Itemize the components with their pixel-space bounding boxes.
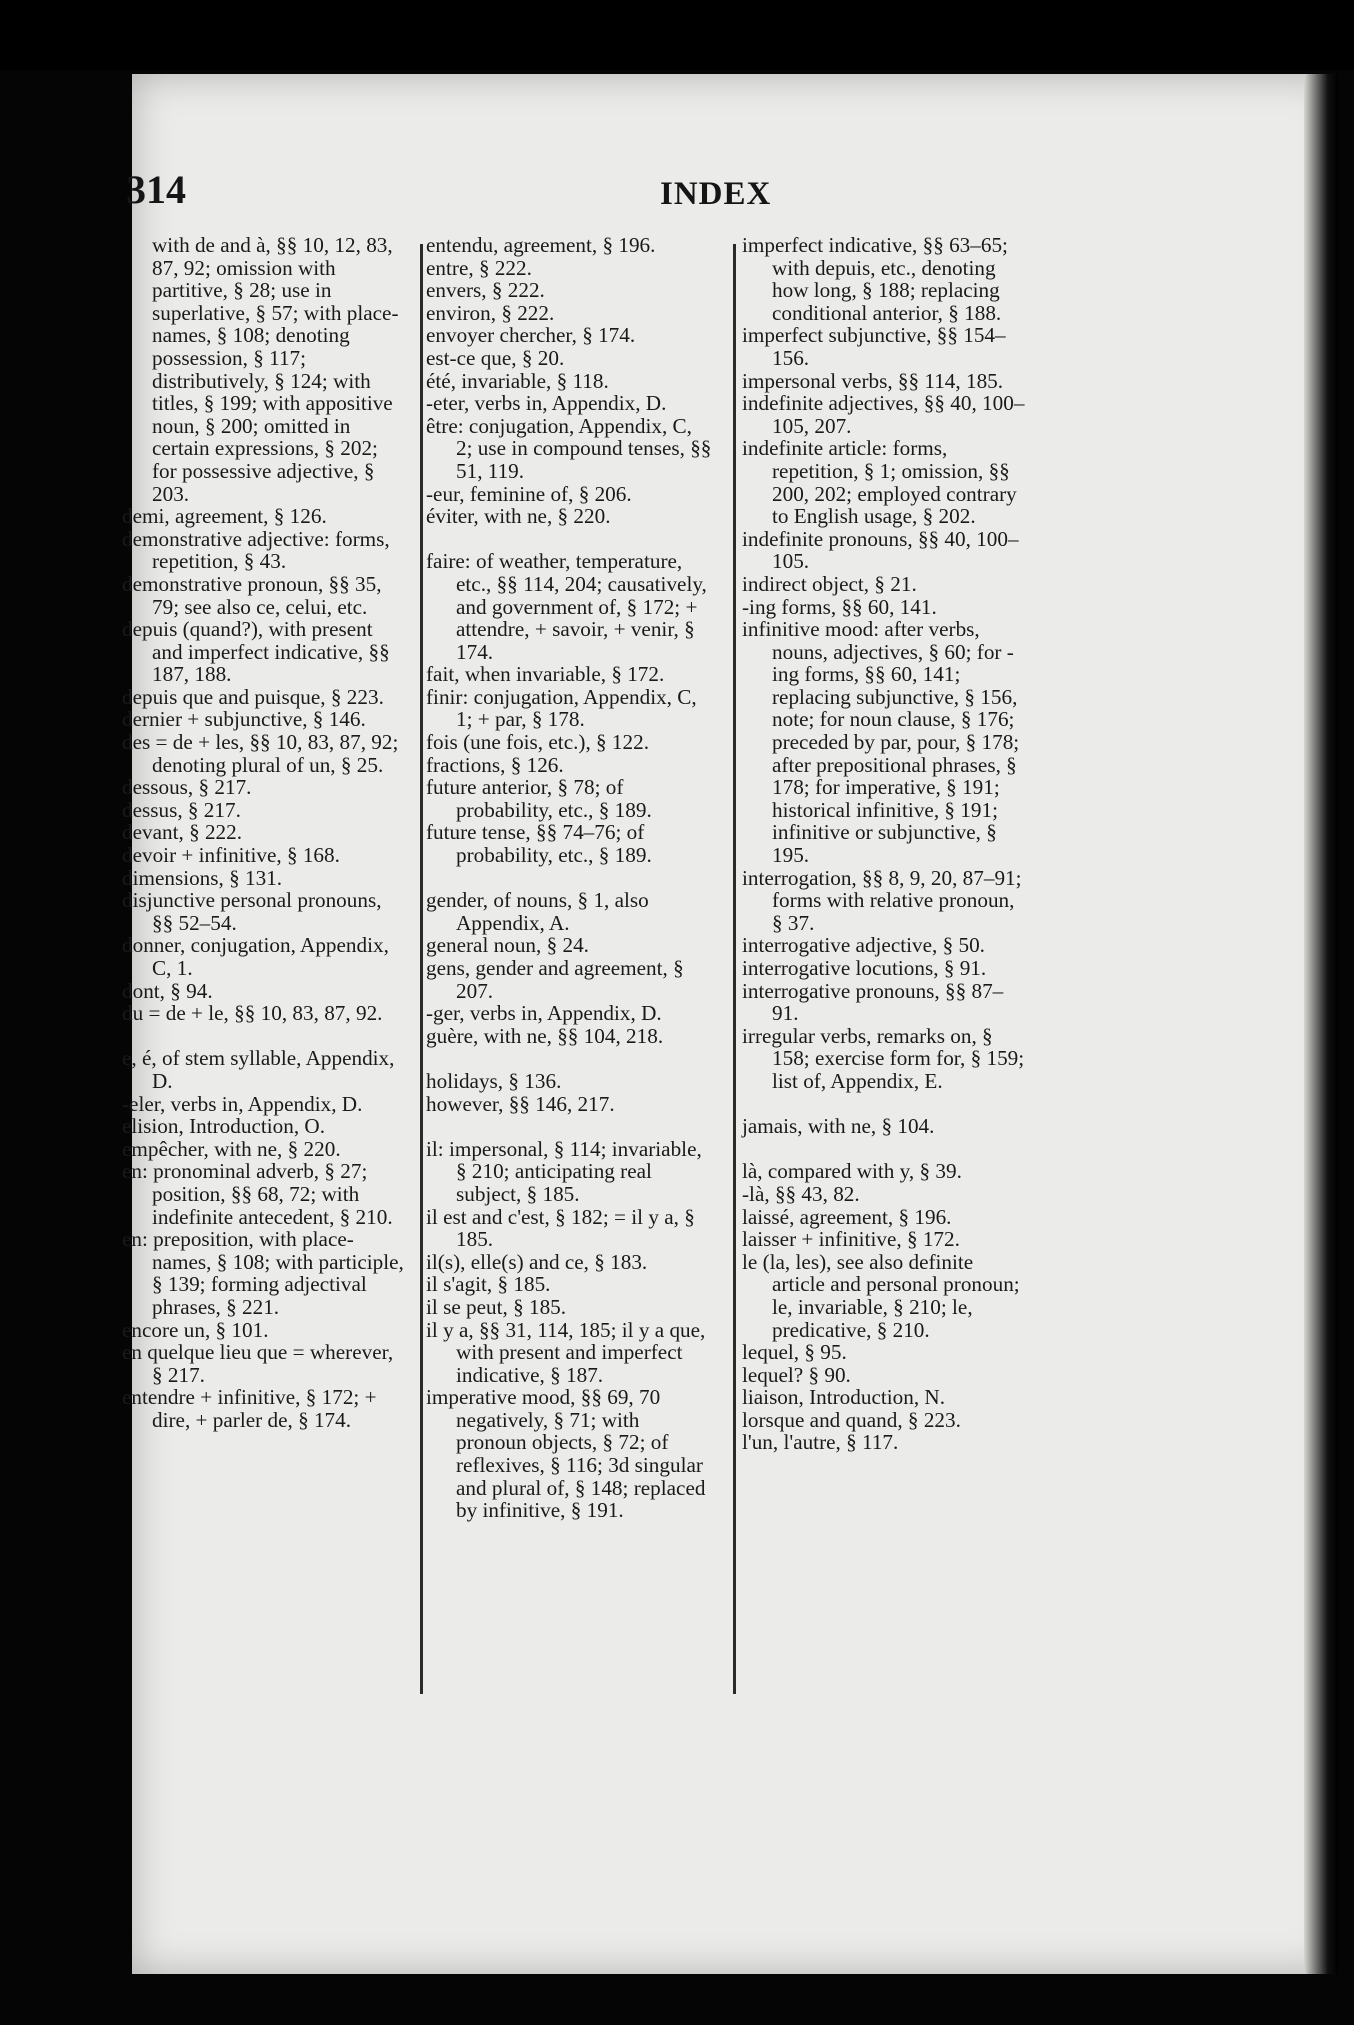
- index-entry: entre, § 222.: [426, 255, 532, 280]
- index-entry: however, §§ 146, 217.: [426, 1091, 615, 1116]
- index-entry: -ing forms, §§ 60, 141.: [742, 594, 937, 619]
- index-entry: e, é, of stem syllable, Appendix, D.: [122, 1046, 395, 1093]
- index-entry: -eler, verbs in, Appendix, D.: [122, 1091, 363, 1116]
- index-entry: en: preposition, with place-names, § 108; with participle, § 139; forming adjectival phrases, § 221.: [122, 1227, 404, 1319]
- index-entry: gender, of nouns, § 1, also Appendix, A.: [426, 888, 649, 935]
- column-rule: [420, 244, 423, 1694]
- index-entry: imperfect indicative, §§ 63–65; with depuis, etc., denoting how long, § 188; replacing conditional anterior, § 188.: [742, 233, 1008, 325]
- letter-gap: [742, 1093, 1028, 1116]
- index-entry: il s'agit, § 185.: [426, 1272, 551, 1297]
- index-entry: il: impersonal, § 114; invariable, § 210; anticipating real subject, § 185.: [426, 1136, 702, 1206]
- index-entry: -eur, feminine of, § 206.: [426, 481, 632, 506]
- index-entry: demonstrative pronoun, §§ 35, 79; see also ce, celui, etc.: [122, 571, 382, 619]
- letter-gap: [426, 528, 712, 551]
- index-entry: infinitive mood: after verbs, nouns, adjectives, § 60; for -ing forms, §§ 60, 141; replacing subjunctive, § 156, note; for noun clause, § 176; preceded by par, pour, § 178; after prepositional phrases, § 178; for imperative, § 191; historical infinitive, § 191; infinitive or subjunctive, § 195.: [742, 617, 1020, 868]
- index-entry: gens, gender and agreement, § 207.: [426, 956, 684, 1003]
- running-head: INDEX: [660, 176, 772, 212]
- index-entry: lequel, § 95.: [742, 1340, 847, 1365]
- index-entry: est-ce que, § 20.: [426, 345, 565, 370]
- index-entry: indefinite article: forms, repetition, § 1; omission, §§ 200, 202; employed contrary to English usage, § 202.: [742, 436, 1017, 529]
- index-entry: indefinite pronouns, §§ 40, 100–105.: [742, 526, 1019, 574]
- index-entry: fait, when invariable, § 172.: [426, 662, 665, 687]
- index-entry: -ger, verbs in, Appendix, D.: [426, 1001, 662, 1026]
- index-entry: liaison, Introduction, N.: [742, 1385, 946, 1410]
- index-entry: environ, § 222.: [426, 300, 555, 325]
- index-entry: empêcher, with ne, § 220.: [122, 1136, 341, 1161]
- index-entry: dessus, § 217.: [122, 797, 241, 822]
- index-entry: il est and c'est, § 182; = il y a, § 185.: [426, 1204, 695, 1252]
- index-entry: devoir + infinitive, § 168.: [122, 843, 340, 868]
- index-entry: lorsque and quand, § 223.: [742, 1407, 961, 1432]
- index-entry: future anterior, § 78; of probability, etc., § 189.: [426, 775, 652, 822]
- index-entry: irregular verbs, remarks on, § 158; exercise form for, § 159; list of, Appendix, E.: [742, 1023, 1025, 1093]
- index-entry: il se peut, § 185.: [426, 1294, 567, 1319]
- index-column-1: [122, 234, 406, 1431]
- letter-gap: [426, 1047, 712, 1070]
- index-entry: en quelque lieu que = wherever, § 217.: [122, 1340, 394, 1387]
- index-entry: disjunctive personal pronouns, §§ 52–54.: [122, 888, 382, 935]
- index-entry: lequel? § 90.: [742, 1362, 851, 1387]
- index-entry: dernier + subjunctive, § 146.: [122, 707, 366, 732]
- index-entry: depuis (quand?), with present and imperfect indicative, §§ 187, 188.: [122, 617, 390, 687]
- index-entry: demonstrative adjective: forms, repetition, § 43.: [122, 526, 390, 574]
- index-entry: finir: conjugation, Appendix, C, 1; + par, § 178.: [426, 684, 697, 732]
- index-entry: elision, Introduction, O.: [122, 1114, 326, 1139]
- index-entry: dont, § 94.: [122, 978, 213, 1003]
- page-edge: [1304, 74, 1338, 1974]
- index-entry: fractions, § 126.: [426, 752, 564, 777]
- index-entry: imperative mood, §§ 69, 70 negatively, § 71; with pronoun objects, § 72; of reflexives, § 116; 3d singular and plural of, § 148; replaced by infinitive, § 191.: [426, 1385, 706, 1523]
- index-entry: holidays, § 136.: [426, 1068, 562, 1093]
- index-entry: impersonal verbs, §§ 114, 185.: [742, 368, 1004, 393]
- index-column-3: [742, 234, 1028, 1454]
- index-entry: laisser + infinitive, § 172.: [742, 1227, 960, 1252]
- index-entry: envoyer chercher, § 174.: [426, 323, 636, 348]
- index-entry: donner, conjugation, Appendix, C, 1.: [122, 933, 389, 980]
- index-entry: interrogative pronouns, §§ 87–91.: [742, 978, 1004, 1026]
- index-entry: dessous, § 217.: [122, 775, 252, 800]
- index-entry: des = de + les, §§ 10, 83, 87, 92; denoting plural of un, § 25.: [122, 730, 399, 777]
- index-entry: laissé, agreement, § 196.: [742, 1204, 952, 1229]
- index-entry: entendre + infinitive, § 172; + dire, + parler de, § 174.: [122, 1385, 377, 1432]
- index-entry: interrogation, §§ 8, 9, 20, 87–91; forms with relative pronoun, § 37.: [742, 865, 1022, 935]
- index-entry: demi, agreement, § 126.: [122, 504, 327, 529]
- index-entry: future tense, §§ 74–76; of probability, etc., § 189.: [426, 820, 652, 868]
- page-number: 314: [126, 167, 186, 212]
- index-entry: encore un, § 101.: [122, 1317, 269, 1342]
- index-entry: indirect object, § 21.: [742, 571, 917, 596]
- index-entry: du = de + le, §§ 10, 83, 87, 92.: [122, 1001, 383, 1026]
- index-entry: guère, with ne, §§ 104, 218.: [426, 1023, 664, 1048]
- letter-gap: [426, 1115, 712, 1138]
- index-entry: fois (une fois, etc.), § 122.: [426, 730, 650, 755]
- index-entry: with de and à, §§ 10, 12, 83, 87, 92; omission with partitive, § 28; use in superlative, § 57; with place-names, § 108; denoting possession, § 117; distributively, § 124; with titles, § 199; with appositive noun, § 200; omitted in certain expressions, § 202; for possessive adjective, § 203.: [152, 233, 399, 506]
- index-entry: il y a, §§ 31, 114, 185; il y a que, with present and imperfect indicative, § 187.: [426, 1317, 706, 1387]
- index-entry: en: pronominal adverb, § 27; position, §§ 68, 72; with indefinite antecedent, § 210.: [122, 1159, 393, 1229]
- index-entry: il(s), elle(s) and ce, § 183.: [426, 1249, 648, 1274]
- index-entry: jamais, with ne, § 104.: [742, 1114, 935, 1139]
- index-entry: -là, §§ 43, 82.: [742, 1181, 860, 1206]
- index-entry: imperfect subjunctive, §§ 154–156.: [742, 323, 1006, 370]
- index-entry: éviter, with ne, § 220.: [426, 504, 611, 529]
- letter-gap: [742, 1138, 1028, 1161]
- index-entry: entendu, agreement, § 196.: [426, 233, 656, 257]
- index-entry: le (la, les), see also definite article and personal pronoun; le, invariable, § 210; le, predicative, § 210.: [742, 1249, 1020, 1342]
- index-entry: devant, § 222.: [122, 820, 243, 845]
- index-entry: interrogative adjective, § 50.: [742, 933, 985, 958]
- letter-gap: [122, 1025, 406, 1048]
- index-entry: été, invariable, § 118.: [426, 368, 609, 393]
- index-column-2: [426, 234, 712, 1522]
- index-entry: envers, § 222.: [426, 278, 545, 303]
- index-entry: interrogative locutions, § 91.: [742, 956, 987, 980]
- column-rule: [733, 244, 736, 1694]
- index-entry: -eter, verbs in, Appendix, D.: [426, 391, 667, 416]
- index-entry: general noun, § 24.: [426, 933, 589, 958]
- index-entry: indefinite adjectives, §§ 40, 100–105, 207.: [742, 391, 1025, 438]
- letter-gap: [426, 867, 712, 890]
- index-entry: faire: of weather, temperature, etc., §§ 114, 204; causatively, and government of, § 172; + attendre, + savoir, + venir, § 174.: [426, 549, 707, 664]
- index-entry: dimensions, § 131.: [122, 865, 283, 890]
- index-entry: l'un, l'autre, § 117.: [742, 1430, 899, 1455]
- index-entry: depuis que and puisque, § 223.: [122, 684, 384, 709]
- index-entry: être: conjugation, Appendix, C, 2; use in compound tenses, §§ 51, 119.: [426, 413, 712, 483]
- index-entry: là, compared with y, § 39.: [742, 1159, 962, 1184]
- film-border: [0, 0, 1354, 70]
